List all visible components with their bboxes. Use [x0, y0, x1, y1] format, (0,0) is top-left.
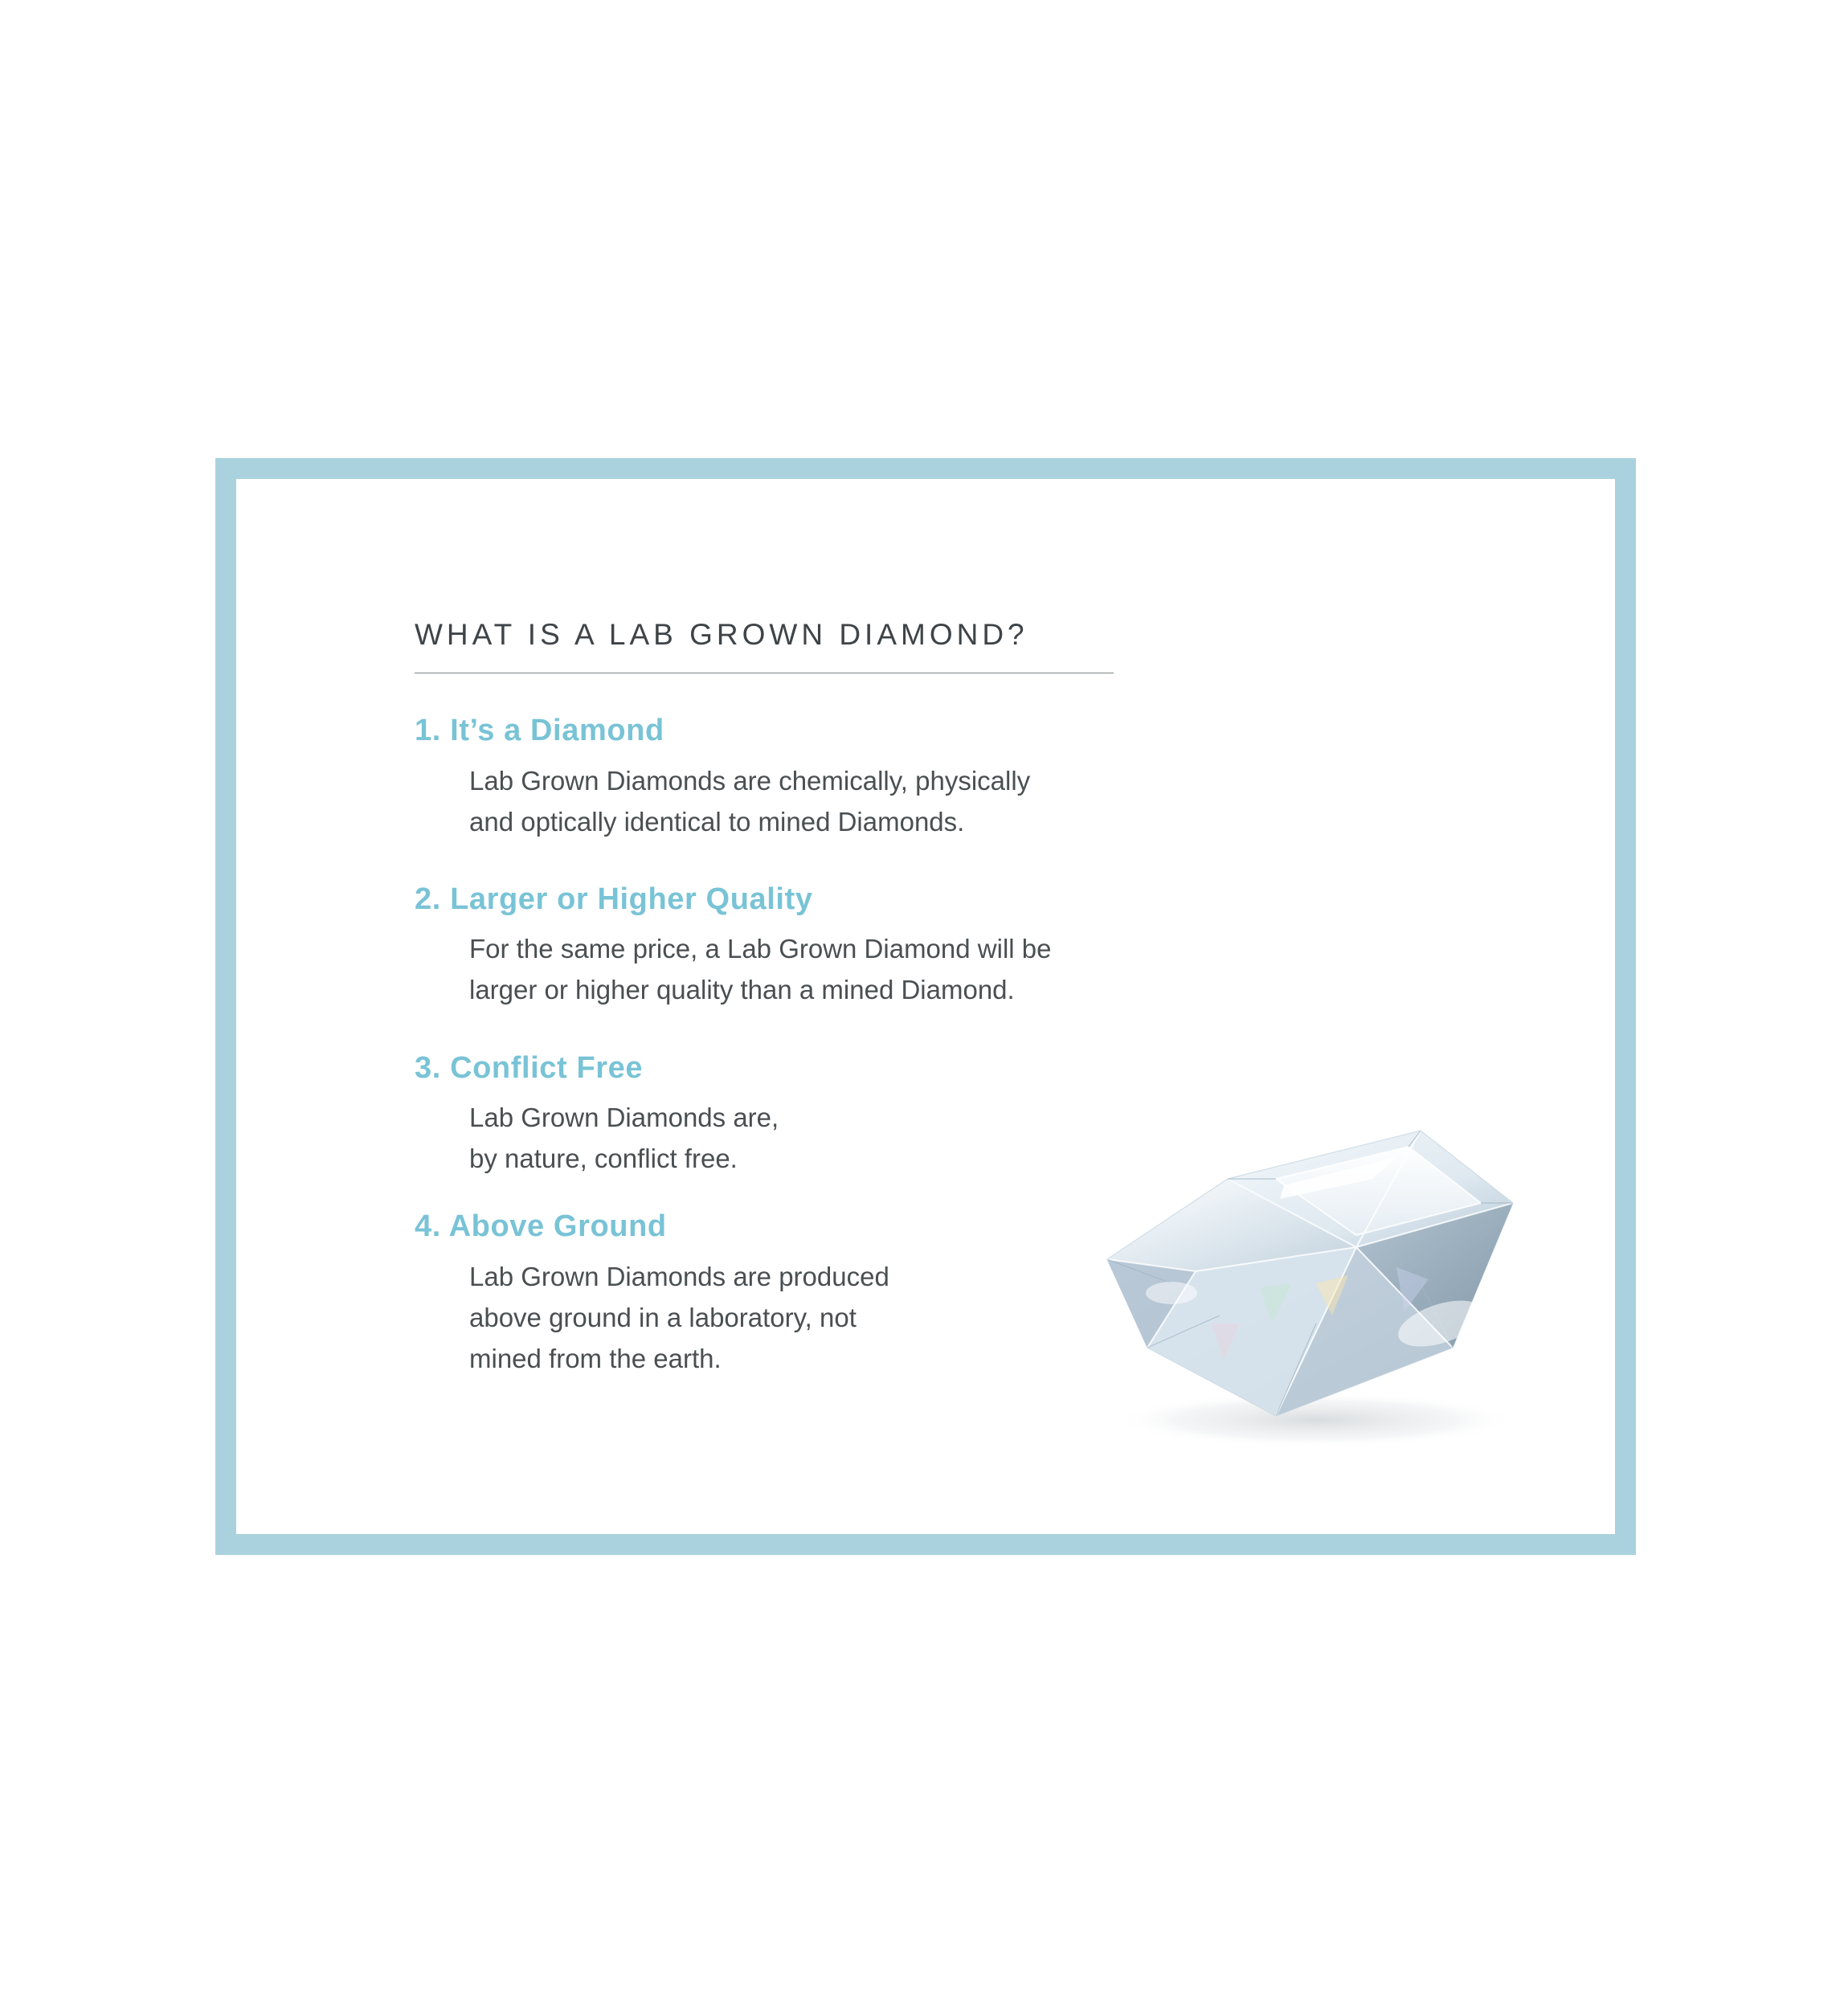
point-body-line: and optically identical to mined Diamonds. — [469, 806, 965, 837]
list-item — [415, 1208, 1266, 1379]
point-body-line: by nature, conflict free. — [469, 1144, 738, 1174]
page-title: WHAT IS A LAB GROWN DIAMOND? — [415, 618, 1028, 651]
point-title-text: Larger or Higher Quality — [450, 882, 813, 916]
point-body — [415, 1256, 1266, 1379]
point-body-line: larger or higher quality than a mined Diamond. — [469, 975, 1015, 1005]
point-title — [415, 881, 1266, 919]
point-number: 1. — [415, 714, 451, 747]
point-number: 3. — [415, 1050, 451, 1085]
point-title — [415, 712, 1266, 751]
list-item — [415, 712, 1266, 842]
point-title-text: Conflict Free — [450, 1050, 644, 1085]
point-body-line: Lab Grown Diamonds are chemically, physically — [469, 765, 1031, 796]
point-body — [415, 760, 1266, 842]
point-number: 4. — [415, 1209, 449, 1244]
point-body-line: For the same price, a Lab Grown Diamond will be — [469, 934, 1052, 964]
point-body-line: above ground in a laboratory, not — [469, 1302, 857, 1332]
info-card — [215, 458, 1636, 1555]
heading-block — [415, 617, 1114, 673]
point-title — [415, 1208, 1266, 1246]
point-title — [415, 1050, 1266, 1088]
point-body-line: mined from the earth. — [469, 1344, 722, 1374]
point-number: 2. — [415, 882, 451, 916]
list-item — [415, 881, 1266, 1011]
point-body — [415, 1097, 1266, 1179]
point-body-line: Lab Grown Diamonds are produced — [469, 1261, 889, 1291]
info-card-inner — [236, 479, 1615, 1534]
list-item — [415, 1050, 1266, 1180]
point-body-line: Lab Grown Diamonds are, — [469, 1103, 779, 1133]
point-title-text: It’s a Diamond — [450, 714, 664, 747]
point-title-text: Above Ground — [448, 1209, 667, 1244]
points-list — [415, 712, 1266, 1379]
point-body — [415, 928, 1266, 1010]
